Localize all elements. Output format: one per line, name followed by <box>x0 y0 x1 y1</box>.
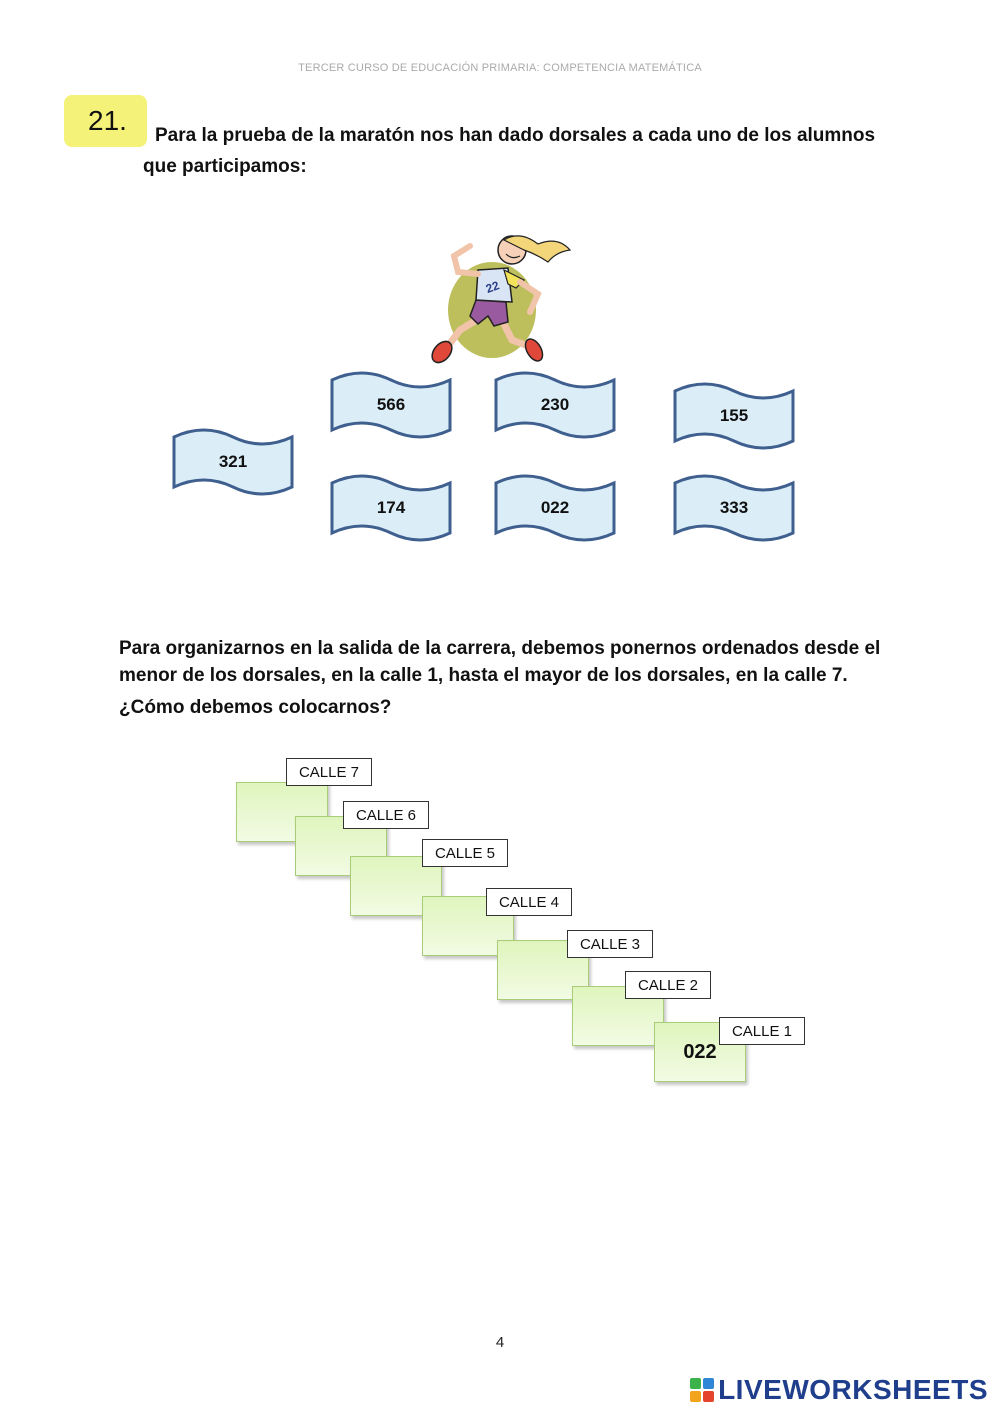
lane-4-label: CALLE 4 <box>486 888 572 916</box>
bib-number: 566 <box>376 395 406 414</box>
lane-5-label: CALLE 5 <box>422 839 508 867</box>
instructions-paragraph: Para organizarnos en la salida de la carrera, debemos ponernos ordenados desde el menor de los dorsales, en la calle 1, hasta el mayor de los dorsales, en la calle 7. <box>119 638 881 686</box>
liveworksheets-logo-icon <box>689 1377 715 1403</box>
bib-number: 333 <box>719 498 749 517</box>
bib-number: 022 <box>540 498 570 517</box>
runner-bib: 22 <box>483 278 502 296</box>
bib-card-321 <box>172 427 294 497</box>
runner-illustration <box>420 228 580 368</box>
brand-text: LIVEWORKSHEETS <box>718 1374 988 1405</box>
bib-card-566 <box>330 370 452 440</box>
bib-number: 230 <box>540 395 570 414</box>
lane-answer: 022 <box>683 1041 717 1063</box>
lane-7-label: CALLE 7 <box>286 758 372 786</box>
bib-card-174 <box>330 473 452 543</box>
lane-6-label: CALLE 6 <box>343 801 429 829</box>
bib-number: 155 <box>719 406 749 425</box>
question-number: 21. <box>64 95 147 147</box>
bib-card-333 <box>673 473 795 543</box>
instructions <box>119 635 909 721</box>
bib-card-155 <box>673 381 795 451</box>
instructions-question: ¿Cómo debemos colocarnos? <box>119 697 392 718</box>
page-header: TERCER CURSO DE EDUCACIÓN PRIMARIA: COMPETENCIA MATEMÁTICA <box>298 62 702 74</box>
question-text: Para la prueba de la maratón nos han dado dorsales a cada uno de los alumnos que participamos: <box>143 125 876 177</box>
brand-logo <box>689 1374 988 1406</box>
lane-1-label: CALLE 1 <box>719 1017 805 1045</box>
bib-number: 174 <box>376 498 406 517</box>
lane-2-label: CALLE 2 <box>625 971 711 999</box>
bib-card-022 <box>494 473 616 543</box>
bib-number: 321 <box>218 452 248 471</box>
page-number: 4 <box>495 1334 505 1351</box>
bib-card-230 <box>494 370 616 440</box>
lane-3-label: CALLE 3 <box>567 930 653 958</box>
